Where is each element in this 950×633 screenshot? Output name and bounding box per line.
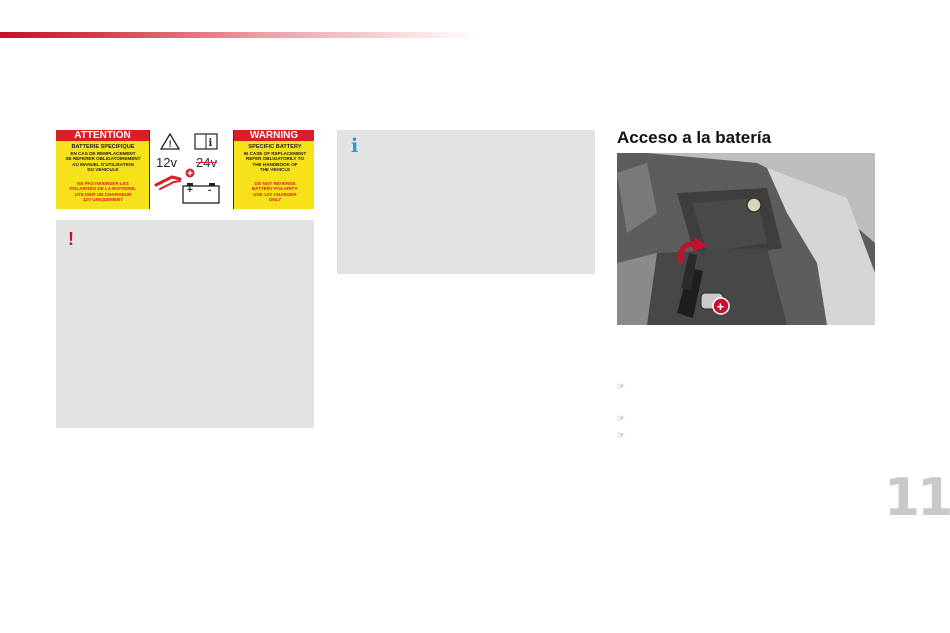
label-battery-minus: - — [208, 185, 212, 196]
positive-terminal-badge: + — [716, 299, 725, 314]
label-warning: WARNING — [234, 130, 314, 141]
pointing-hand-icon: ☞ — [617, 381, 626, 391]
label-24v: 24v — [196, 155, 217, 170]
label-fr-warning: NE PAS INVERSER LES POLARITES DE LA BATTERIE. UTILISER UN CHARGEUR 12V UNIQUEMENT — [69, 181, 137, 203]
info-icon: i — [351, 135, 359, 157]
pointing-hand-icon: ☞ — [617, 413, 626, 423]
chapter-number: 11 — [884, 468, 950, 528]
manual-book-icon — [195, 134, 217, 149]
svg-text:i: i — [208, 138, 213, 149]
svg-text:!: ! — [168, 139, 172, 149]
label-fr-text: EN CAS DE REMPLACEMENT SE REFERER OBLIGATOIREMENT AU MANUEL D'UTILISATION DU VEHICULE — [65, 151, 141, 173]
battery-warning-label — [56, 130, 314, 209]
header-accent-bar — [0, 32, 480, 38]
label-fr-title: BATTERIE SPECIFIQUE — [71, 144, 135, 150]
battery-access-photo — [617, 153, 875, 325]
exclamation-icon: ! — [68, 229, 74, 249]
info-note-box — [337, 130, 595, 274]
label-en-warning: DO NOT REVERSE BATTERY POLARITY. USE 12V CHARGER ONLY — [251, 181, 299, 203]
section-title: Acceso a la batería — [617, 128, 772, 147]
label-12v: 12v — [156, 155, 177, 170]
label-attention: ATTENTION — [56, 130, 149, 141]
label-en-text: IN CASE OF REPLACEMENT REFER OBLIGATORILY TO THE HANDBOOK OF THE VEHICLE — [243, 151, 307, 173]
pointing-hand-icon: ☞ — [617, 430, 626, 440]
label-battery-plus: + — [187, 185, 193, 196]
warning-note-box — [56, 220, 314, 428]
warning-triangle-icon — [161, 134, 179, 149]
label-en-title: SPECIFIC BATTERY — [248, 144, 302, 150]
